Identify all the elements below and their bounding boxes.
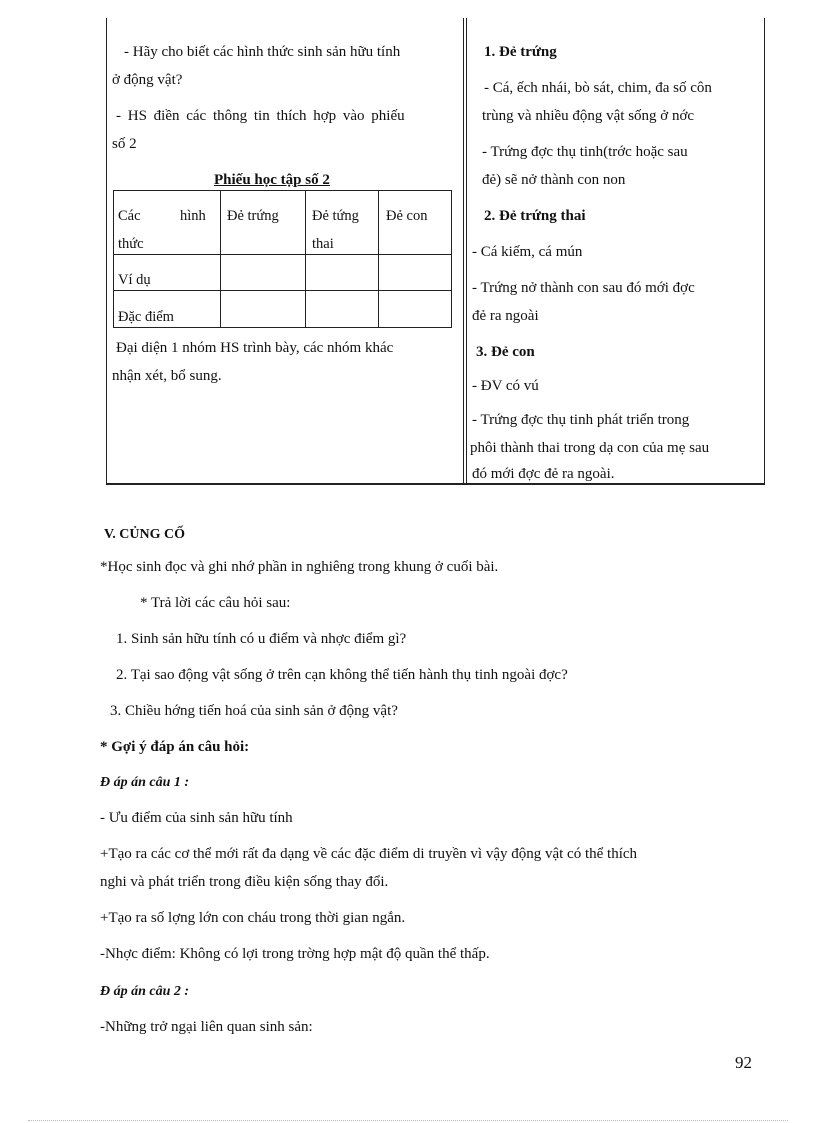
question-line: số 2 xyxy=(112,136,137,152)
section-heading: V. CỦNG CỐ xyxy=(104,527,186,542)
answer-line: trùng và nhiều động vật sống ở nớc xyxy=(482,108,695,124)
question-item: 1. Sinh sản hữu tính có u điểm và nhợc điểm gì? xyxy=(116,631,407,647)
body-line: +Tạo ra các cơ thể mới rất đa dạng về các đặc điểm di truyền vì vậy động vật có thể thích xyxy=(100,846,638,862)
answer-heading: 1. Đẻ trứng xyxy=(484,44,557,60)
worksheet-header-text: thức xyxy=(118,236,144,252)
answer-label: Đ áp án câu 2 : xyxy=(100,984,190,999)
column-divider xyxy=(463,18,464,483)
worksheet-header-text: thai xyxy=(312,236,334,252)
answer-line: đó mới đợc đẻ ra ngoài. xyxy=(472,466,615,482)
worksheet-row-label: Ví dụ xyxy=(118,272,151,288)
worksheet-cell xyxy=(306,291,379,328)
worksheet-row-label: Đặc điểm xyxy=(118,309,174,325)
worksheet-cell xyxy=(221,255,306,291)
worksheet-cell xyxy=(221,291,306,328)
answer-heading: 2. Đẻ trứng thai xyxy=(484,208,586,224)
answer-heading: 3. Đẻ con xyxy=(476,344,535,360)
answer-line: - Cá kiếm, cá mún xyxy=(472,244,583,260)
question-line: ở động vật? xyxy=(112,72,183,88)
worksheet-cell xyxy=(379,255,452,291)
page-number: 92 xyxy=(735,1053,752,1072)
answer-line: đẻ ra ngoài xyxy=(472,308,539,324)
body-line: nghi và phát triển trong điều kiện sống thay đổi. xyxy=(100,874,389,890)
column-divider-double xyxy=(466,18,467,483)
answer-label: Đ áp án câu 1 : xyxy=(100,775,190,790)
body-line: -Nhợc điểm: Không có lợi trong trờng hợp mật độ quần thể thấp. xyxy=(100,946,490,962)
answer-line: - Trứng đợc thụ tinh phát triển trong xyxy=(472,412,690,428)
closing-line: nhận xét, bổ sung. xyxy=(112,368,222,384)
answer-line: phôi thành thai trong dạ con của mẹ sau xyxy=(470,440,710,456)
answer-line: - ĐV có vú xyxy=(472,378,539,394)
worksheet-header-text: Đẻ con xyxy=(386,208,428,224)
question-line: - HS điền các thông tin thích hợp vào phiếu xyxy=(116,108,405,124)
question-item: 3. Chiều hớng tiến hoá của sinh sản ở động vật? xyxy=(110,703,398,719)
answer-line: - Trứng đợc thụ tinh(trớc hoặc sau xyxy=(482,144,688,160)
worksheet-header-text: hình xyxy=(180,208,206,224)
hint-heading: * Gợi ý đáp án câu hỏi: xyxy=(100,739,250,755)
closing-line: Đại diện 1 nhóm HS trình bày, các nhóm khác xyxy=(116,340,394,356)
body-line: -Những trở ngại liên quan sinh sản: xyxy=(100,1019,313,1035)
worksheet-header-text: Đẻ tứng xyxy=(312,208,359,224)
body-line: +Tạo ra số lợng lớn con cháu trong thời gian ngắn. xyxy=(100,910,406,926)
worksheet-cell xyxy=(306,255,379,291)
worksheet-header-text: Các xyxy=(118,208,141,224)
worksheet-header-text: Đẻ trứng xyxy=(227,208,279,224)
worksheet-cell xyxy=(379,291,452,328)
question-line: - Hãy cho biết các hình thức sinh sản hữu tính xyxy=(124,44,401,60)
answer-line: - Cá, ếch nhái, bò sát, chim, đa số côn xyxy=(484,80,712,96)
worksheet-title: Phiếu học tập số 2 xyxy=(214,172,330,188)
answer-line: đẻ) sẽ nở thành con non xyxy=(482,172,626,188)
body-line: - Ưu điểm của sinh sản hữu tính xyxy=(100,810,293,826)
body-line: *Học sinh đọc và ghi nhớ phần in nghiêng trong khung ở cuối bài. xyxy=(100,559,499,575)
question-item: 2. Tại sao động vật sống ở trên cạn không thể tiến hành thụ tinh ngoài đợc? xyxy=(116,667,568,683)
page-edge-divider xyxy=(28,1120,788,1121)
answer-line: - Trứng nở thành con sau đó mới đợc xyxy=(472,280,695,296)
body-line: * Trả lời các câu hỏi sau: xyxy=(140,595,291,611)
